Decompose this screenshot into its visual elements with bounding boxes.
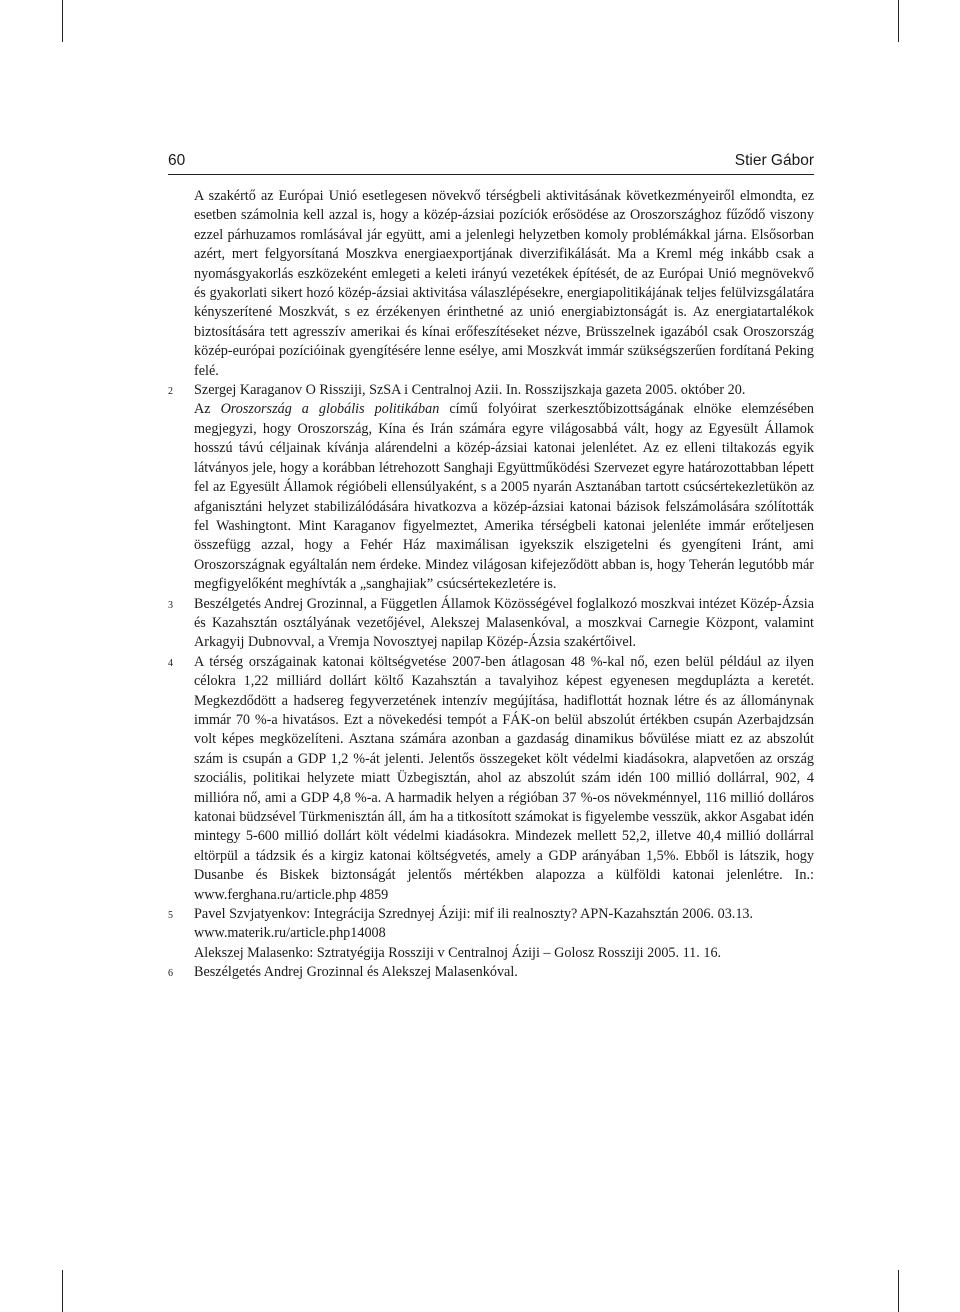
footnote-marker: 6 (168, 968, 173, 980)
running-header (168, 152, 814, 174)
footnote-marker: 5 (168, 910, 173, 922)
footnote-text: A szakértő az Európai Unió esetlegesen növekvő térségbeli aktivitásának következményeiről elmondta, ez esetben számolnia kell azzal is, hogy a közép-ázsiai pozíciók erősödése az Oroszországhoz fűződő viszony ezzel párhuzamos romlásával jár együtt, ami a jelenlegi helyzetben komoly problémákkal járna. Elsősorban azért, mert felgyorsítaná Moszkva energiaexportjának diverzifikálását. Ma a Kreml még inkább csak a nyomásgyakorlás eszközeként emlegeti a keleti irányú vezetékek építését, de az Európai Unió megnövekvő és gyakorlati sikert hozó közép-ázsiai aktivitása válaszlépésekre, energiapolitikájának teljes felülvizsgálatára kényszerítené Moszkvát, s ez érzékenyen érinthetné az unió energiabiztonságát is. Az energiatartalékok biztosítására tett agresszív amerikai és kínai erőfeszítéseket nézve, Brüsszelnek igazából csak Oroszország közép-európai pozícióinak gyengítésére lenne esélye, ami Moszkvát immár szükségszerűen fordítaná Peking felé. (194, 188, 814, 379)
page-number: 60 (168, 152, 186, 169)
footnote-marker: 4 (168, 657, 173, 669)
footnote-marker: 3 (168, 599, 173, 611)
footnote-text: Beszélgetés Andrej Grozinnal és Alekszej Malasenkóval. (194, 964, 518, 981)
crop-mark (62, 0, 63, 42)
footnotes (168, 187, 814, 983)
footnote-text: Beszélgetés Andrej Grozinnal, a Független Államok Közösségével foglalkozó moszkvai intézet Közép-Ázsia és Kazahsztán osztályának vezetőjével, Alekszej Malasenkóval, a moszkvai Carnegie Központ, valamint Arkagyij Dubnovval, a Vremja Novosztyej napilap Közép-Ázsia szakértőivel. (194, 595, 814, 651)
crop-mark (62, 1270, 63, 1312)
footnote-text: A térség országainak katonai költségvetése 2007-ben átlagosan 48 %-kal nő, ezen belül például az ilyen célokra 1,22 milliárd dollárt költő Kazahsztán a tavalyihoz képest egyenesen megduplázta a keretét. Megkezdődött a hadsereg fegyverzetének intenzív megújítása, hadiflottát hoznak létre és az állománynak immár 70 %-a hivatásos. Ezt a növekedési tempót a FÁK-on belül abszolút értékben csupán Azerbajdzsán volt képes megközelíteni. Asztana számára azonban a gazdaság dinamikus bővülése miatt ez az abszolút szám is csupán a GDP 1,2 %-át jelenti. Jelentős összegeket költ védelmi kiadásokra, alapvetően az ország szociális, politikai helyzete miatt Üzbegisztán, ahol az abszolút szám idén 100 millió dollárral, 902, 4 millióra nő, ami a GDP 4,8 %-a. A harmadik helyen a régióban 37 %-os növekménnyel, 116 millió dolláros katonai büdzsével Türkmenisztán áll, ám ha a titkosított számokat is figyelembe vesszük, akkor Asgabat idén mintegy 5-600 millió dollárt költ védelmi kiadásokra. Mindezek mellett 52,2, illetve 40,4 millió dollárral eltörpül a tádzsik és a kirgiz katonai költségvetés, amely a GDP arányában 1,5%. Ebből is látszik, hogy Dusanbe és Biskek biztonságát jelentős mértékben alapozza a külföldi katonai jelenlétre. In.: www.ferghana.ru/article.php 4859 (194, 653, 814, 903)
crop-mark (898, 0, 899, 42)
footnote-3 (168, 595, 814, 653)
journal-title: Oroszország a globális politikában (220, 401, 440, 418)
footnote-6 (168, 963, 814, 982)
footnote-text: Az Oroszország a globális politikában című folyóirat szerkesztőbizottságának elnöke elemzésében megjegyzi, hogy Oroszország, Kína és Irán számára egyre világosabbá vált, hogy az Egyesült Államok hosszú távú céljainak kívánja alárendelni a közép-ázsiai katonai jelenlétet. Az ez elleni tiltakozás egyik látványos jele, hogy a korábban létrehozott Sanghaji Együttműködési Szervezet egyre határozottabban lépett fel az Egyesült Államok régióbeli ellensúlyaként, s a 2005 nyarán Asztanában tartott csúcsértekezletükön az afganisztáni helyzet stabilizálódására hivatkozva a közép-ázsiai katonai bázisok felszámolására szólították fel Washingtont. Mint Karaganov figyelmeztet, Amerika térségbeli katonai jelenléte immár erőteljesen összefügg azzal, hogy a Fehér Ház maximálisan igyekszik elszigetelni és gyengíteni Iránt, ami Oroszországnak egyáltalán nem érdeke. Mindez világosan kifejeződött abban is, hogy Teherán legutóbb már megfigyelőként meghívták a „sanghajiak” csúcsértekezletére is. (194, 401, 814, 593)
header-rule (168, 174, 814, 175)
running-author: Stier Gábor (734, 152, 814, 169)
footnote-5 (168, 905, 814, 963)
footnote-text: Alekszej Malasenko: Sztratyégija Rossziji v Centralnoj Áziji – Golosz Rossziji 2005. 11. 16. (194, 944, 722, 961)
footnote-marker: 2 (168, 386, 173, 398)
footnote-text: Szergej Karaganov O Rissziji, SzSA i Centralnoj Azii. In. Rosszijszkaja gazeta 2005. október 20. (194, 382, 746, 399)
footnote-4 (168, 653, 814, 905)
crop-mark (898, 1270, 899, 1312)
footnote-text: Pavel Szvjatyenkov: Integrácija Szrednyej Áziji: mif ili realnoszty? APN-Kazahsztán 2006. 03.13. www.materik.ru/article.php14008 (194, 906, 754, 942)
footnote-2 (168, 381, 814, 594)
footnote-continued (168, 187, 814, 381)
